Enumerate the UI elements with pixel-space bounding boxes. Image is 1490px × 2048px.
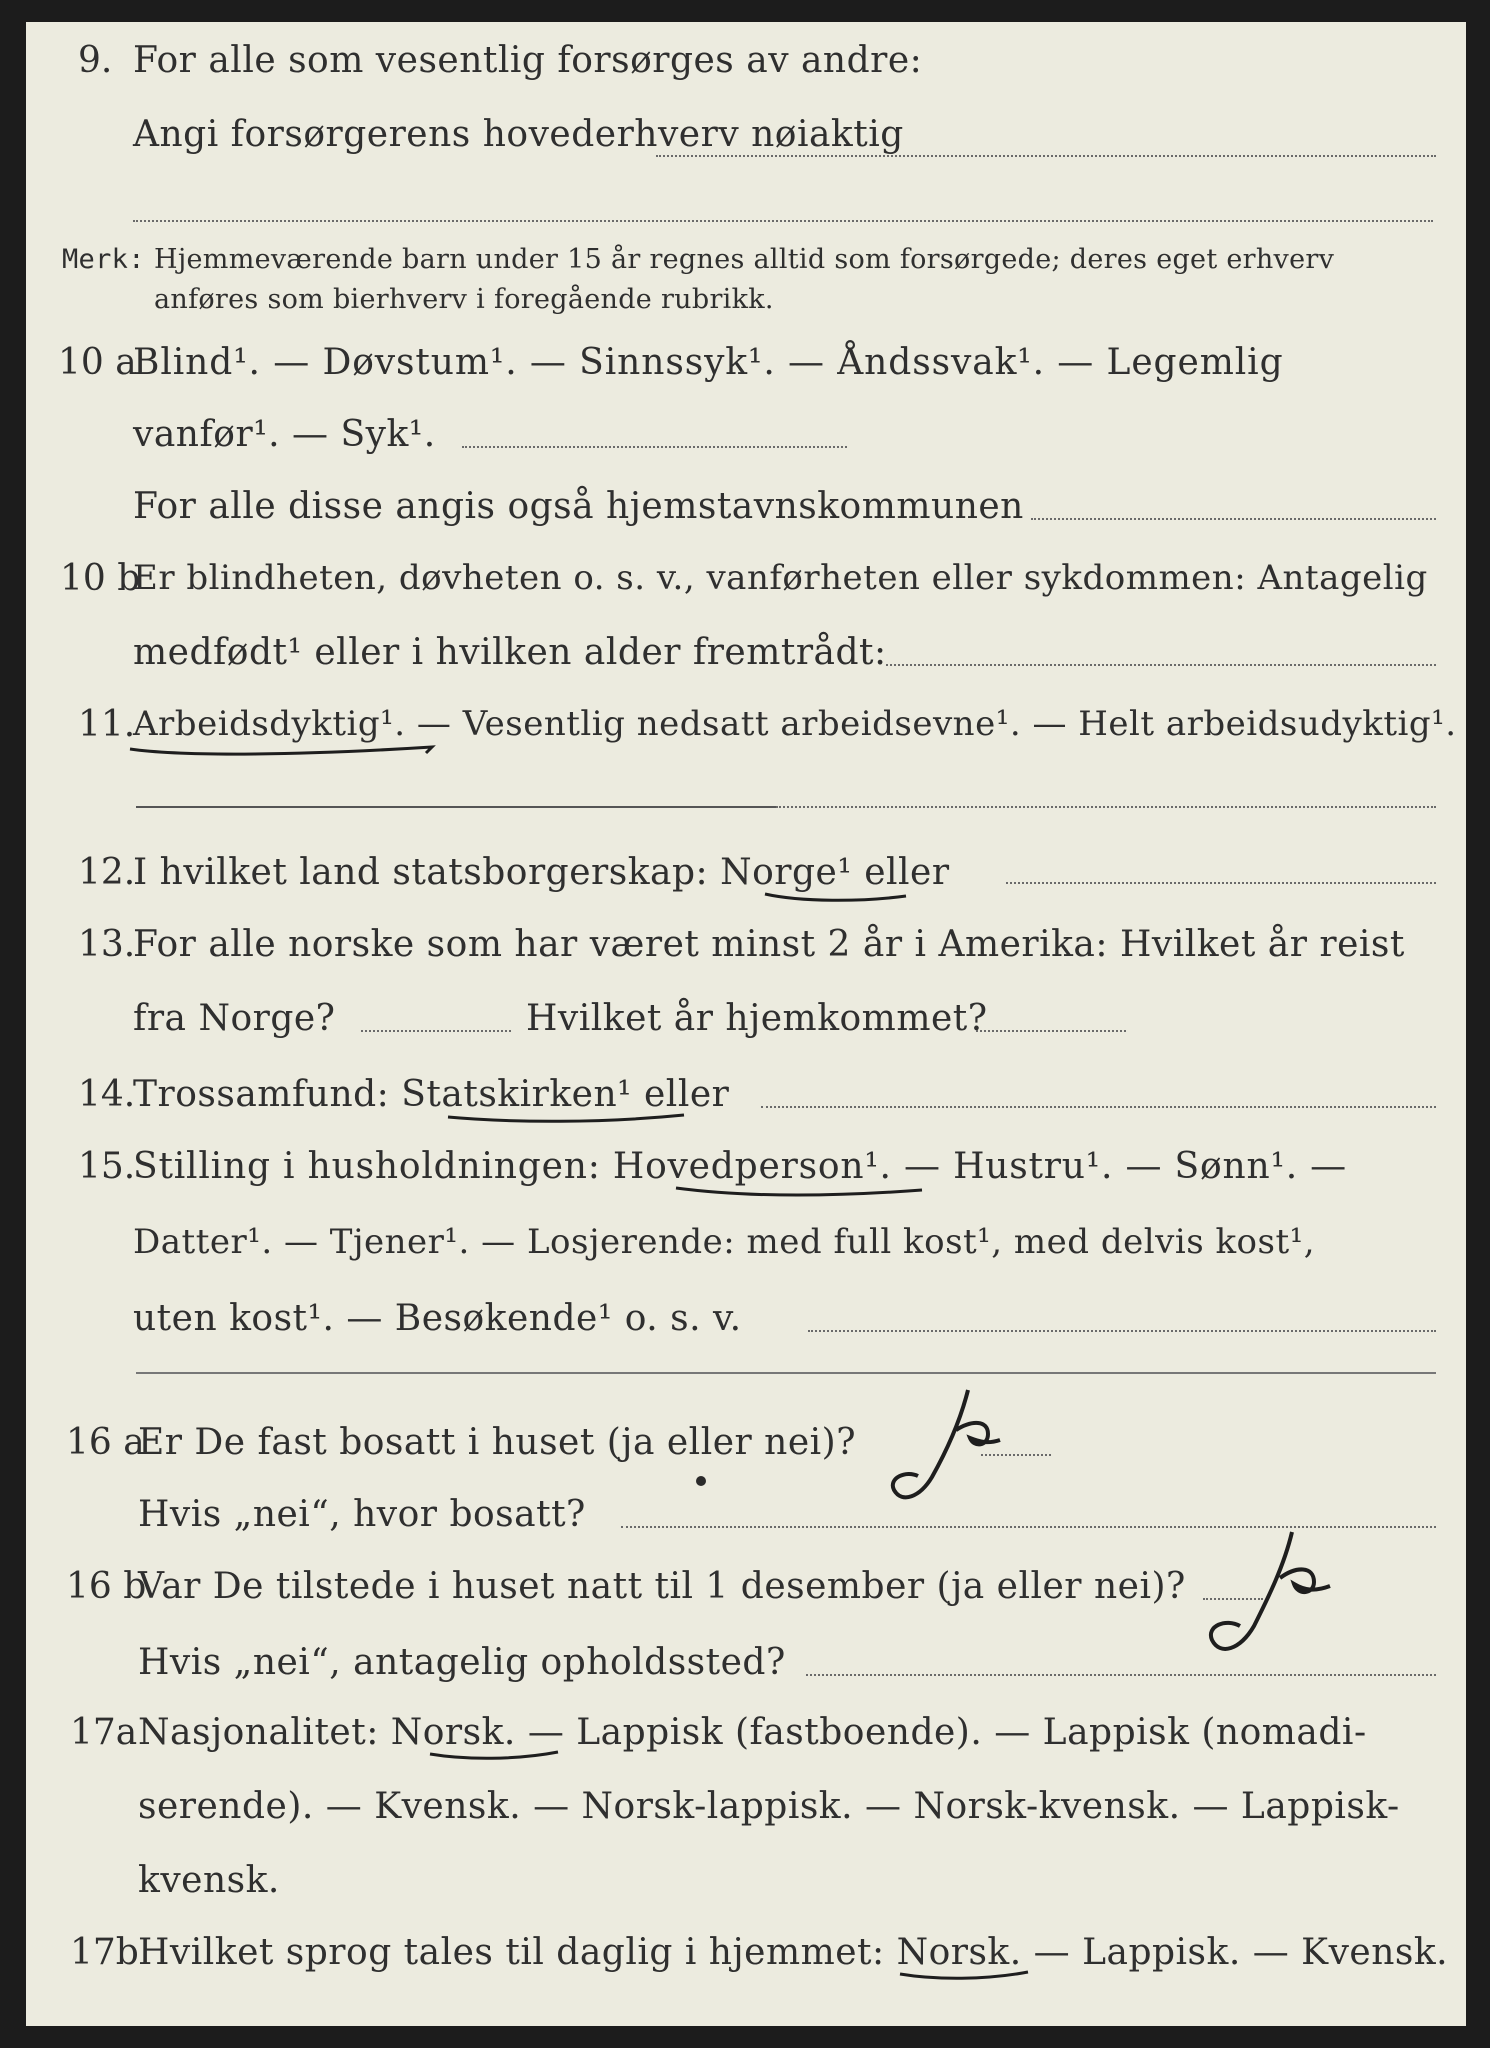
fill-line-13-reist[interactable] bbox=[361, 1030, 511, 1032]
item-15-text-3: uten kost¹. — Besøkende¹ o. s. v. bbox=[133, 1298, 742, 1339]
item-10a-text-3: For alle disse angis også hjemstavnskommunen bbox=[133, 486, 1024, 527]
item-9-text-2: Angi forsørgerens hovederhverv nøiaktig bbox=[133, 114, 904, 155]
handwritten-answer-16a bbox=[876, 1382, 1016, 1522]
item-10b-text-2: medfødt¹ eller i hvilken alder fremtrådt: bbox=[133, 632, 887, 673]
item-15-number: 15. bbox=[78, 1146, 136, 1187]
svg-text:Ja: Ja bbox=[1196, 1522, 1197, 1523]
item-17a-text-2: serende). — Kvensk. — Norsk-lappisk. — Norsk-kvensk. — Lappisk- bbox=[138, 1786, 1400, 1827]
census-form-page bbox=[26, 22, 1466, 2026]
item-15-text-2: Datter¹. — Tjener¹. — Losjerende: med full kost¹, med delvis kost¹, bbox=[133, 1222, 1316, 1262]
handwritten-answer-16b bbox=[1196, 1522, 1346, 1672]
fill-line-9[interactable] bbox=[656, 155, 1436, 157]
item-11-number: 11. bbox=[78, 704, 136, 745]
fill-line-10a-kommune[interactable] bbox=[1031, 518, 1436, 520]
fill-line-16a[interactable] bbox=[981, 1454, 1051, 1456]
item-13-number: 13. bbox=[78, 924, 136, 965]
item-16a-text: Er De fast bosatt i huset (ja eller nei)? bbox=[138, 1422, 857, 1463]
item-17b-number: 17b bbox=[70, 1932, 139, 1973]
item-17a-text: Nasjonalitet: Norsk. — Lappisk (fastboende). — Lappisk (nomadi- bbox=[138, 1712, 1367, 1753]
item-17b-text: Hvilket sprog tales til daglig i hjemmet: Norsk. — Lappisk. — Kvensk. bbox=[138, 1932, 1449, 1973]
ink-dot bbox=[696, 1476, 706, 1486]
item-13-text-3: Hvilket år hjemkommet? bbox=[526, 998, 988, 1039]
item-9-number: 9. bbox=[78, 40, 113, 81]
fill-line-16b-opholdssted[interactable] bbox=[806, 1674, 1436, 1676]
svg-text:Ja: Ja bbox=[876, 1382, 877, 1383]
item-14-number: 14. bbox=[78, 1074, 136, 1115]
item-12-number: 12. bbox=[78, 852, 136, 893]
fill-line-10a[interactable] bbox=[462, 446, 847, 448]
fill-line-13-hjemkommet[interactable] bbox=[976, 1030, 1126, 1032]
item-13-text-2: fra Norge? bbox=[133, 998, 336, 1039]
fill-line-11[interactable] bbox=[776, 806, 1436, 808]
fill-line-14[interactable] bbox=[761, 1106, 1436, 1108]
fill-line-16b[interactable] bbox=[1203, 1598, 1263, 1600]
merk-text-2: anføres som bierhverv i foregående rubrikk. bbox=[154, 284, 774, 315]
item-13-text: For alle norske som har været minst 2 år i Amerika: Hvilket år reist bbox=[133, 924, 1405, 965]
item-14-text: Trossamfund: Statskirken¹ eller bbox=[133, 1074, 730, 1115]
item-10b-text: Er blindheten, døvheten o. s. v., vanførheten eller sykdommen: Antagelig bbox=[133, 558, 1428, 598]
item-17a-number: 17a bbox=[70, 1712, 138, 1753]
item-17a-text-3: kvensk. bbox=[138, 1860, 280, 1901]
item-12-text: I hvilket land statsborgerskap: Norge¹ eller bbox=[133, 852, 950, 893]
item-10a-text-2: vanfør¹. — Syk¹. bbox=[133, 414, 436, 455]
item-16a-text-2: Hvis „nei“, hvor bosatt? bbox=[138, 1494, 586, 1535]
item-16b-number: 16 b bbox=[66, 1566, 147, 1607]
item-10b-number: 10 b bbox=[60, 558, 141, 599]
fill-line-10b[interactable] bbox=[886, 664, 1436, 666]
merk-text-1: Hjemmeværende barn under 15 år regnes alltid som forsørgede; deres eget erhverv bbox=[154, 244, 1335, 275]
item-11-text: Arbeidsdyktig¹. — Vesentlig nedsatt arbeidsevne¹. — Helt arbeidsudyktig¹. bbox=[133, 704, 1457, 744]
item-16b-text-2: Hvis „nei“, antagelig opholdssted? bbox=[138, 1642, 786, 1683]
divider-2 bbox=[136, 1372, 1436, 1374]
item-10a-text: Blind¹. — Døvstum¹. — Sinnssyk¹. — Åndssvak¹. — Legemlig bbox=[133, 342, 1284, 383]
item-9-text: For alle som vesentlig forsørges av andre: bbox=[133, 40, 923, 81]
fill-line-16a-bosatt[interactable] bbox=[621, 1526, 1436, 1528]
item-10a-number: 10 a bbox=[58, 342, 137, 383]
merk-label: Merk: bbox=[62, 244, 145, 275]
fill-line-15[interactable] bbox=[808, 1330, 1436, 1332]
fill-line-9b[interactable] bbox=[133, 220, 1433, 222]
item-15-text: Stilling i husholdningen: Hovedperson¹. — Hustru¹. — Sønn¹. — bbox=[133, 1146, 1347, 1187]
divider-1 bbox=[136, 806, 776, 808]
item-16a-number: 16 a bbox=[66, 1422, 145, 1463]
item-16b-text: Var De tilstede i huset natt til 1 desember (ja eller nei)? bbox=[138, 1566, 1186, 1607]
fill-line-12[interactable] bbox=[1006, 882, 1436, 884]
